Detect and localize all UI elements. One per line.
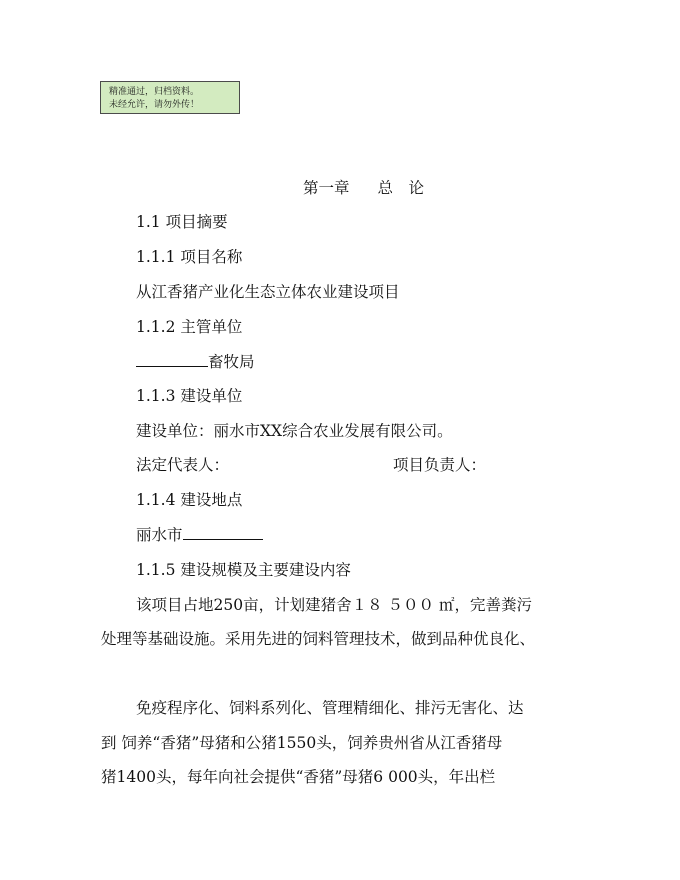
supervisor-suffix: 畜牧局	[208, 353, 255, 371]
paragraph-2-line-1: 免疫程序化、饲料系列化、管理精细化、排污无害化、达	[136, 699, 524, 717]
notice-line-1: 精准通过，归档资料。	[109, 87, 200, 97]
section-1-1-5-heading: 1.1.5 建设规模及主要建设内容	[136, 561, 351, 579]
project-lead-label: 项目负责人：	[393, 456, 487, 474]
section-1-1-heading: 1.1 项目摘要	[136, 213, 228, 231]
chapter-title: 总 论	[377, 179, 425, 197]
location-line	[136, 525, 263, 545]
location-prefix: 丽水市	[136, 526, 183, 544]
supervisor-line	[136, 352, 255, 372]
notice-line-2: 未经允许，请勿外传！	[109, 100, 200, 110]
section-1-1-4-heading: 1.1.4 建设地点	[136, 491, 243, 509]
paragraph-2-line-3: 猪1400头，每年向社会提供“香猪”母猪6 000头，年出栏	[101, 768, 496, 786]
supervisor-blank	[136, 352, 208, 367]
chapter-label: 第一章	[303, 179, 350, 197]
location-blank	[183, 525, 263, 540]
builder-line: 建设单位：丽水市XX综合农业发展有限公司。	[136, 422, 453, 440]
paragraph-2-line-2: 到 饲养“香猪”母猪和公猪1550头，饲养贵州省从江香猪母	[101, 734, 503, 752]
paragraph-1-line-2: 处理等基础设施。采用先进的饲料管理技术，做到品种优良化、	[101, 630, 536, 648]
section-1-1-1-heading: 1.1.1 项目名称	[136, 248, 243, 266]
project-name: 从江香猪产业化生态立体农业建设项目	[136, 283, 400, 301]
confidential-notice-box	[100, 81, 240, 114]
chapter-heading	[303, 178, 424, 198]
section-1-1-3-heading: 1.1.3 建设单位	[136, 387, 243, 405]
paragraph-1-line-1: 该项目占地250亩，计划建猪舍１８ ５００ ㎡，完善粪污	[136, 596, 532, 614]
section-1-1-2-heading: 1.1.2 主管单位	[136, 318, 243, 336]
legal-representative-label: 法定代表人：	[136, 456, 230, 474]
